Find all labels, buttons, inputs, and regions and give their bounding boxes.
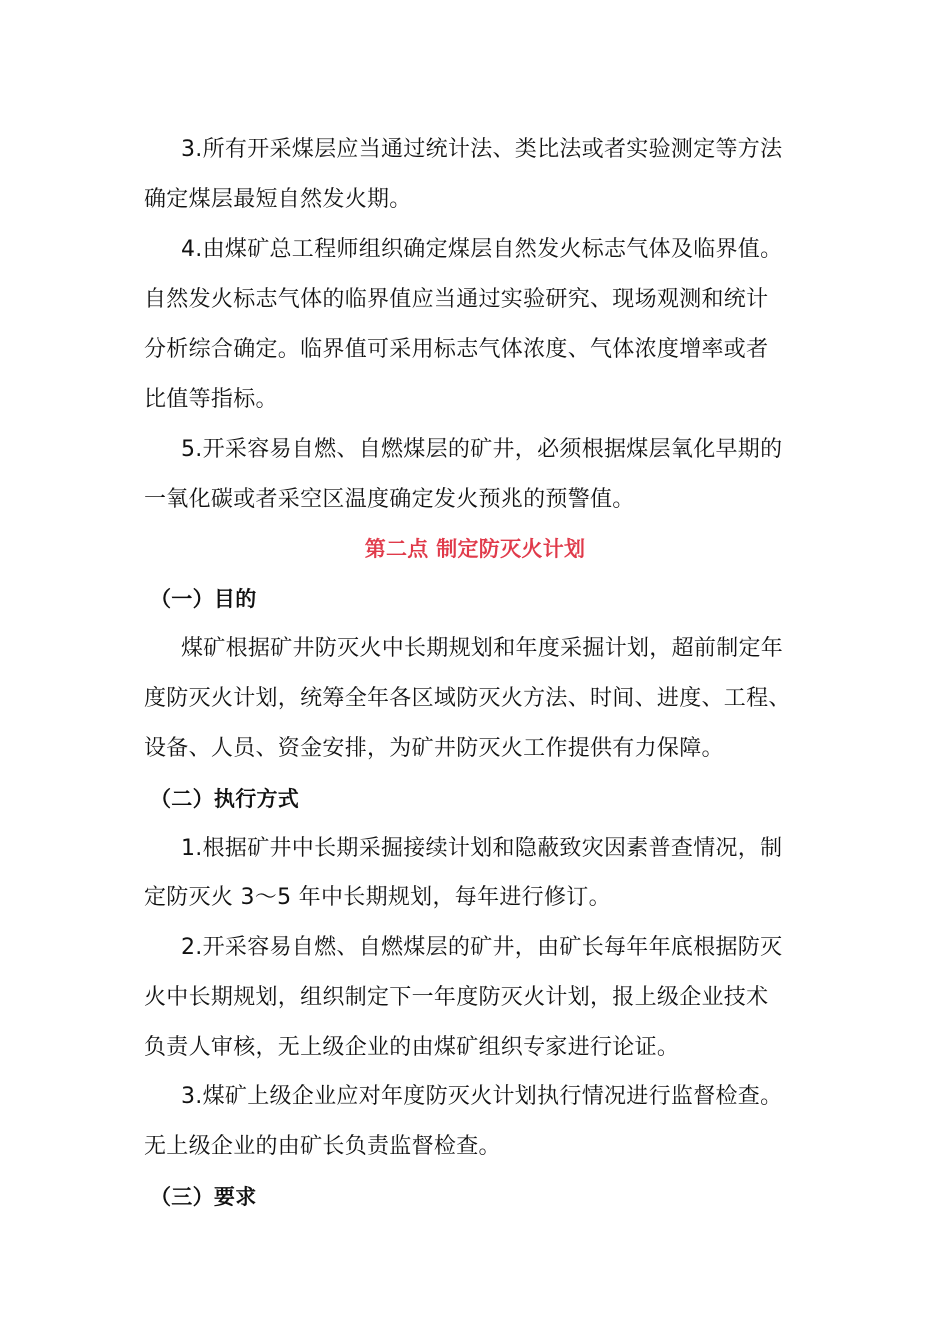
paragraph-line: 确定煤层最短自然发火期。 xyxy=(144,187,412,212)
paragraph-line: 1.根据矿井中长期采掘接续计划和隐蔽致灾因素普查情况，制 xyxy=(181,836,783,861)
paragraph-line: 3.煤矿上级企业应对年度防灭火计划执行情况进行监督检查。 xyxy=(181,1084,783,1109)
paragraph-line: 2.开采容易自燃、自燃煤层的矿井，由矿长每年年底根据防灭 xyxy=(181,935,783,960)
paragraph-line: 无上级企业的由矿长负责监督检查。 xyxy=(144,1134,501,1159)
subsection-heading: （二）执行方式 xyxy=(150,787,300,811)
paragraph-line: 负责人审核，无上级企业的由煤矿组织专家进行论证。 xyxy=(144,1035,680,1060)
paragraph-line: 4.由煤矿总工程师组织确定煤层自然发火标志气体及临界值。 xyxy=(181,237,783,262)
paragraph-line: 比值等指标。 xyxy=(144,387,278,412)
paragraph-line: 煤矿根据矿井防灭火中长期规划和年度采掘计划，超前制定年 xyxy=(181,636,784,661)
paragraph-line: 一氧化碳或者采空区温度确定发火预兆的预警值。 xyxy=(144,487,635,512)
subsection-heading: （三）要求 xyxy=(150,1185,257,1209)
paragraph-line: 自然发火标志气体的临界值应当通过实验研究、现场观测和统计 xyxy=(144,287,769,312)
paragraph-line: 3.所有开采煤层应当通过统计法、类比法或者实验测定等方法 xyxy=(181,137,783,162)
paragraph-line: 设备、人员、资金安排，为矿井防灭火工作提供有力保障。 xyxy=(144,736,724,761)
paragraph-line: 火中长期规划，组织制定下一年度防灭火计划，报上级企业技术 xyxy=(144,985,769,1010)
subsection-heading: （一）目的 xyxy=(150,587,257,611)
paragraph-line: 分析综合确定。临界值可采用标志气体浓度、气体浓度增率或者 xyxy=(144,337,769,362)
section-title: 第二点 制定防灭火计划 xyxy=(364,537,586,561)
paragraph-line: 度防灭火计划，统筹全年各区域防灭火方法、时间、进度、工程、 xyxy=(144,686,791,711)
paragraph-line: 定防灭火 3～5 年中长期规划，每年进行修订。 xyxy=(144,885,611,910)
paragraph-line: 5.开采容易自燃、自燃煤层的矿井，必须根据煤层氧化早期的 xyxy=(181,437,783,462)
